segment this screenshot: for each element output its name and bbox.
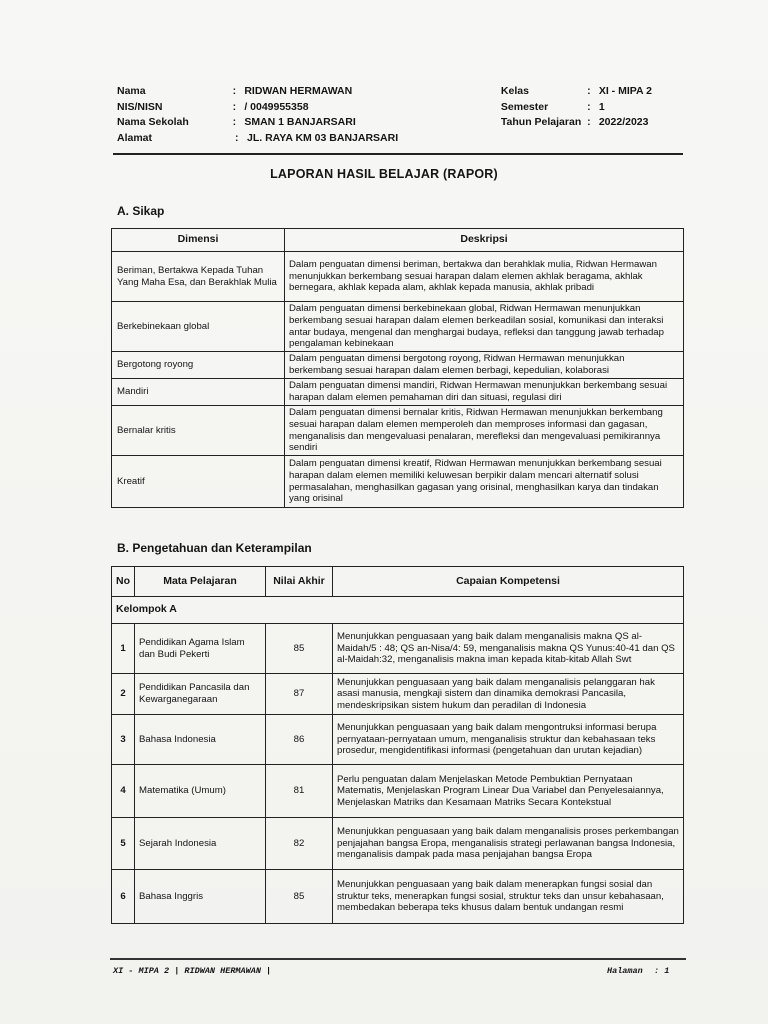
nama-value: RIDWAN HERMAWAN [244, 85, 353, 97]
dimensi-cell: Beriman, Bertakwa Kepada Tuhan Yang Maha Esa, dan Berakhlak Mulia [112, 252, 285, 302]
footer-divider [110, 958, 686, 960]
capaian-cell: Menunjukkan penguasaan yang baik dalam mengontruksi informasi berupa pernyataan-pernyataan umum, menganalisis struktur dan kebahasaan teks prosedur, mengidentifikasi informasi (pengetahuan dan urutan kejadian) [333, 715, 684, 765]
sekolah-value: SMAN 1 BANJARSARI [244, 116, 356, 128]
identity-row [117, 100, 687, 116]
identity-row [117, 115, 687, 131]
kelas-label: Kelas [500, 85, 529, 97]
deskripsi-cell: Dalam penguatan dimensi mandiri, Ridwan Hermawan menunjukkan berkembang sesuai harapan dalam elemen pemahaman diri dan situasi, regulasi diri [285, 379, 684, 406]
colon: : [587, 100, 591, 113]
table-row [112, 674, 684, 715]
colon: : [232, 116, 237, 128]
group-label: Kelompok A [112, 597, 684, 624]
nilai-cell: 86 [266, 715, 333, 765]
no-cell: 3 [112, 715, 135, 765]
mapel-cell: Pendidikan Pancasila dan Kewarganegaraan [135, 674, 266, 715]
no-cell: 6 [112, 870, 135, 924]
section-heading-pengetahuan: B. Pengetahuan dan Keterampilan [117, 541, 312, 555]
table-row [112, 818, 684, 870]
dimensi-cell: Mandiri [112, 379, 285, 406]
capaian-cell: Menunjukkan penguasaan yang baik dalam menganalisis makna QS al-Maidah/5 : 48; QS an-Nisa/4: 59, menganalisis makna QS Yunus:40-41 dan QS al-Maidah:32, menganalisis makna iman kepada kitab-kitab Allah Swt [333, 624, 684, 674]
mapel-cell: Pendidikan Agama Islam dan Budi Pekerti [135, 624, 266, 674]
no-cell: 4 [112, 765, 135, 818]
deskripsi-cell: Dalam penguatan dimensi bergotong royong, Ridwan Hermawan menunjukkan berkembang sesuai harapan dalam elemen berbagi, kepedulian, kolaborasi [285, 352, 684, 379]
table-row [112, 352, 684, 379]
no-cell: 1 [112, 624, 135, 674]
table-row [112, 379, 684, 406]
nilai-cell: 87 [266, 674, 333, 715]
section-heading-sikap: A. Sikap [117, 204, 165, 218]
colon: : [235, 131, 239, 144]
nama-label: Nama [117, 85, 146, 97]
table-header-row [112, 229, 684, 252]
table-row [112, 624, 684, 674]
mapel-cell: Matematika (Umum) [135, 765, 266, 818]
nilai-cell: 85 [266, 624, 333, 674]
deskripsi-cell: Dalam penguatan dimensi beriman, bertakwa dan berahklak mulia, Ridwan Hermawan menunjukkan berkembang sesuai harapan dalam elemen akhlak beragama, akhlak bernegara, akhlak kepada alam, akhlak kepada manusia, akhlak pribadi [285, 252, 684, 302]
nis-value: / 0049955358 [244, 100, 309, 113]
sikap-table [111, 228, 684, 508]
capaian-cell: Perlu penguatan dalam Menjelaskan Metode Pembuktian Pernyataan Matematis, Menjelaskan Program Linear Dua Variabel dan Penyelesaiannya, Menjelaskan Matriks dan Kesamaan Matriks Secara Kontekstual [333, 765, 684, 818]
dimensi-cell: Bernalar kritis [112, 406, 285, 456]
deskripsi-cell: Dalam penguatan dimensi berkebinekaan global, Ridwan Hermawan menunjukkan berkembang sesuai harapan dalam elemen berkeadilan sosial, komunikasi dan interaksi antar budaya, mengenal dan menghargai budaya, refleksi dan tanggung jawab terhadap pengalaman kebinekaan [285, 302, 684, 352]
nilai-cell: 82 [266, 818, 333, 870]
colon: : [232, 100, 237, 113]
deskripsi-cell: Dalam penguatan dimensi kreatif, Ridwan Hermawan menunjukkan berkembang sesuai harapan dalam elemen memiliki keluwesan berpikir dalam mencari alternatif solusi permasalahan, menghasilkan gagasan yang orisinal, menghasilkan karya dan tindakan yang orisinal [285, 456, 684, 508]
table-header-row [112, 567, 684, 597]
footer-page-label: Halaman [607, 966, 643, 976]
dimensi-cell: Kreatif [112, 456, 285, 508]
dimensi-cell: Bergotong royong [112, 352, 285, 379]
dimensi-cell: Berkebinekaan global [112, 302, 285, 352]
capaian-cell: Menunjukkan penguasaan yang baik dalam menerapkan fungsi sosial dan struktur teks, menerapkan fungsi sosial, struktur teks dan unsur kebahasaan, membedakan beberapa teks khusus dalam bentuk undangan resmi [333, 870, 684, 924]
table-row [112, 765, 684, 818]
nis-label: NIS/NISN [117, 100, 163, 113]
kelas-value: XI - MIPA 2 [598, 85, 652, 97]
table-row [112, 302, 684, 352]
column-header-deskripsi: Deskripsi [285, 229, 684, 252]
alamat-label: Alamat [117, 131, 153, 144]
capaian-cell: Menunjukkan penguasaan yang baik dalam menganalisis pelanggaran hak asasi manusia, mengkaji sistem dan dinamika demokrasi Pancasila, mendeskripsikan sistem hukum dan peradilan di Indonesia [333, 674, 684, 715]
colon: : [587, 116, 591, 128]
no-cell: 5 [112, 818, 135, 870]
mapel-cell: Bahasa Indonesia [135, 715, 266, 765]
semester-value: 1 [598, 100, 605, 113]
column-header-mapel: Mata Pelajaran [135, 567, 266, 597]
semester-label: Semester [500, 100, 549, 113]
colon: : [232, 85, 237, 97]
alamat-value: JL. RAYA KM 03 BANJARSARI [247, 131, 399, 144]
deskripsi-cell: Dalam penguatan dimensi bernalar kritis, Ridwan Hermawan menunjukkan berkembang sesuai harapan dalam elemen memperoleh dan memproses informasi dan gagasan, menganalisis dan mengevaluasi penalaran, merefleksi dan mengevaluasi pemikirannya sendiri [285, 406, 684, 456]
mapel-cell: Sejarah Indonesia [135, 818, 266, 870]
colon: : [587, 85, 591, 97]
identity-row [117, 131, 687, 147]
page-title: LAPORAN HASIL BELAJAR (RAPOR) [270, 167, 498, 181]
sekolah-label: Nama Sekolah [117, 116, 189, 128]
table-row [112, 870, 684, 924]
tahun-label: Tahun Pelajaran [500, 116, 582, 128]
table-row [112, 456, 684, 508]
header-divider [113, 153, 683, 155]
table-row [112, 715, 684, 765]
group-row [112, 597, 684, 624]
tahun-value: 2022/2023 [598, 116, 649, 128]
footer-left: XI - MIPA 2 | RIDWAN HERMAWAN | [113, 966, 272, 976]
pengetahuan-table [111, 566, 684, 924]
column-header-no: No [112, 567, 135, 597]
nilai-cell: 85 [266, 870, 333, 924]
capaian-cell: Menunjukkan penguasaan yang baik dalam menganalisis proses perkembangan penjajahan bangsa Eropa, menganalisis strategi perlawanan bangsa Indonesia, menganalisis dampak pada masa penjajahan bangsa Eropa [333, 818, 684, 870]
footer-page-number: : 1 [654, 966, 670, 976]
identity-block [117, 84, 687, 146]
column-header-capaian: Capaian Kompetensi [333, 567, 684, 597]
nilai-cell: 81 [266, 765, 333, 818]
identity-row [117, 84, 687, 100]
column-header-dimensi: Dimensi [112, 229, 285, 252]
table-row [112, 252, 684, 302]
mapel-cell: Bahasa Inggris [135, 870, 266, 924]
table-row [112, 406, 684, 456]
column-header-nilai: Nilai Akhir [266, 567, 333, 597]
no-cell: 2 [112, 674, 135, 715]
